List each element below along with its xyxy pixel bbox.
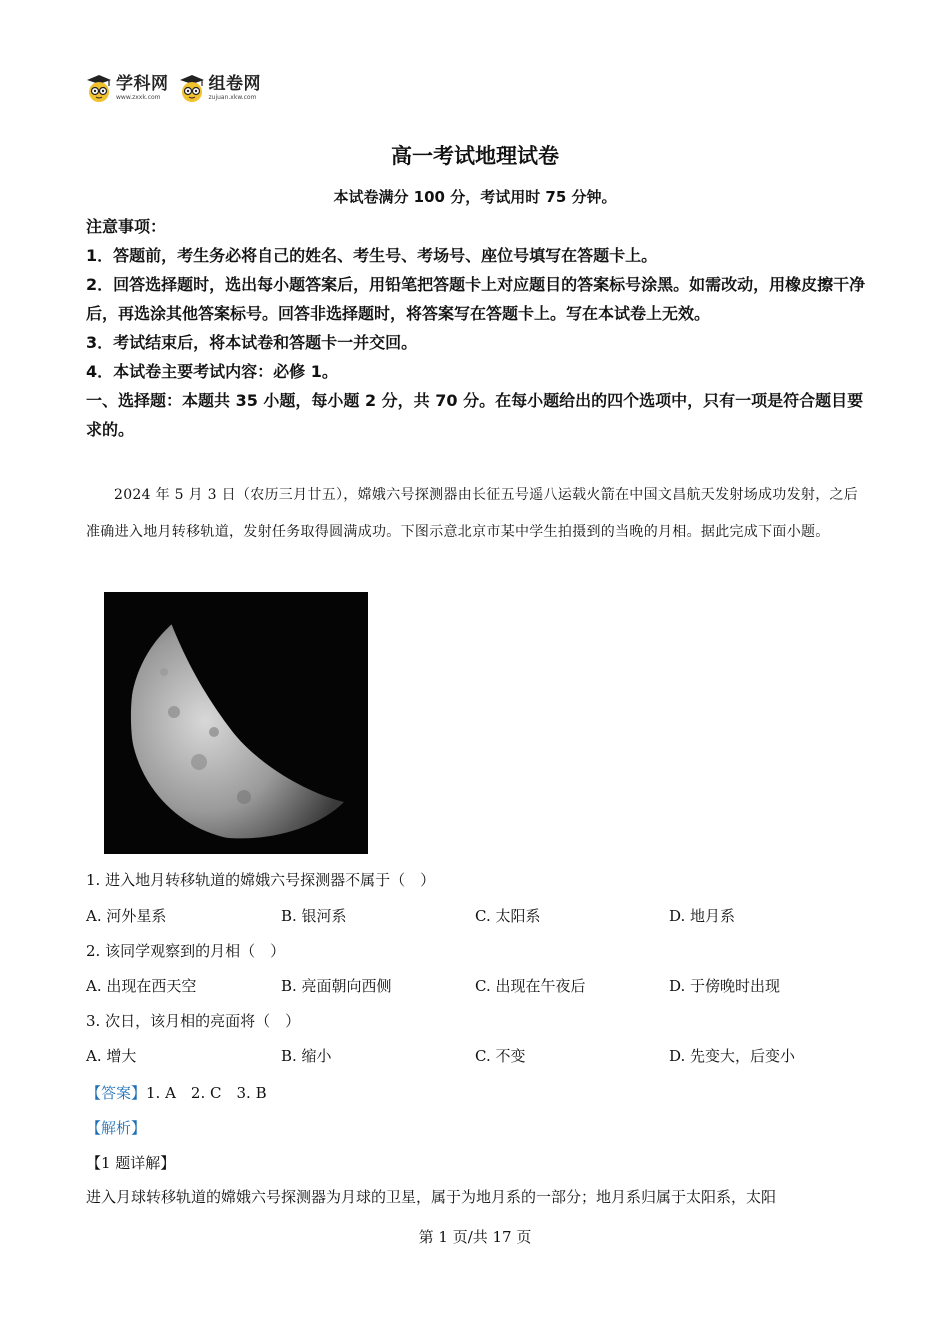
logo-name: 组卷网 (208, 73, 261, 94)
logo-url: zujuan.xkw.com (208, 93, 257, 101)
detail-title: 【1 题详解】 (86, 1154, 176, 1172)
answer-option[interactable]: A. 增大 (86, 1047, 137, 1065)
notice-item: 1．答题前，考生务必将自己的姓名、考生号、考场号、座位号填写在答题卡上。 (86, 246, 658, 265)
notice-heading: 注意事项： (86, 217, 167, 236)
notice-item: 4．本试卷主要考试内容：必修 1。 (86, 362, 338, 381)
logo-bar (86, 72, 261, 104)
question-stem: 1. 进入地月转移轨道的嫦娥六号探测器不属于（ ） (86, 871, 436, 889)
exam-subtitle: 本试卷满分 100 分，考试用时 75 分钟。 (333, 188, 617, 206)
question-stem: 2. 该同学观察到的月相（ ） (86, 942, 286, 960)
answer-text: 1. A 2. C 3. B (146, 1084, 267, 1102)
answer-option[interactable]: D. 于傍晚时出现 (669, 977, 781, 995)
answer-line (86, 1082, 267, 1103)
logo-zujuan[interactable] (179, 74, 262, 102)
answer-option[interactable]: A. 河外星系 (86, 907, 167, 925)
detail-text: 进入月球转移轨道的嫦娥六号探测器为月球的卫星，属于为地月系的一部分；地月系归属于太阳系，太阳 (86, 1188, 777, 1206)
question-stem: 3. 次日，该月相的亮面将（ ） (86, 1012, 301, 1030)
section-heading: 一、选择题：本题共 35 小题，每小题 2 分，共 70 分。在每小题给出的四个选项中，只有一项是符合题目要求的。 (86, 391, 864, 439)
answer-label: 【答案】 (86, 1084, 147, 1102)
logo-name: 学科网 (116, 73, 169, 94)
question-passage (86, 477, 866, 551)
notice-section (86, 212, 866, 444)
page-number: 第 1 页/共 17 页 (418, 1228, 532, 1246)
logo-xueke[interactable] (86, 74, 169, 102)
owl-mascot-icon (179, 74, 205, 102)
answer-option[interactable]: B. 亮面朝向西侧 (281, 977, 392, 995)
answer-option[interactable]: D. 地月系 (669, 907, 736, 925)
answer-option[interactable]: A. 出现在西天空 (86, 977, 197, 995)
notice-item: 3．考试结束后，将本试卷和答题卡一并交回。 (86, 333, 418, 352)
answer-option[interactable]: C. 出现在午夜后 (475, 977, 586, 995)
answer-option[interactable]: C. 太阳系 (475, 907, 541, 925)
answer-option[interactable]: B. 缩小 (281, 1047, 332, 1065)
owl-mascot-icon (86, 74, 112, 102)
analysis-label: 【解析】 (86, 1119, 147, 1137)
answer-option[interactable]: C. 不变 (475, 1047, 526, 1065)
notice-item: 2．回答选择题时，选出每小题答案后，用铅笔把答题卡上对应题目的答案标号涂黑。如需改动，用橡皮擦干净后，再选涂其他答案标号。回答非选择题时，将答案写在答题卡上。写在本试卷上无效。 (86, 275, 866, 323)
answer-option[interactable]: B. 银河系 (281, 907, 347, 925)
logo-url: www.zxxk.com (116, 93, 161, 101)
moon-phase-photo (104, 592, 368, 854)
answer-option[interactable]: D. 先变大，后变小 (669, 1047, 796, 1065)
page-title: 高一考试地理试卷 (391, 144, 559, 168)
passage-text: 2024 年 5 月 3 日（农历三月廿五），嫦娥六号探测器由长征五号遥八运载火箭在中国文昌航天发射场成功发射，之后准确进入地月转移轨道，发射任务取得圆满成功。下图示意北京市某中学生拍摄到的当晚的月相。据此完成下面小题。 (86, 487, 859, 540)
